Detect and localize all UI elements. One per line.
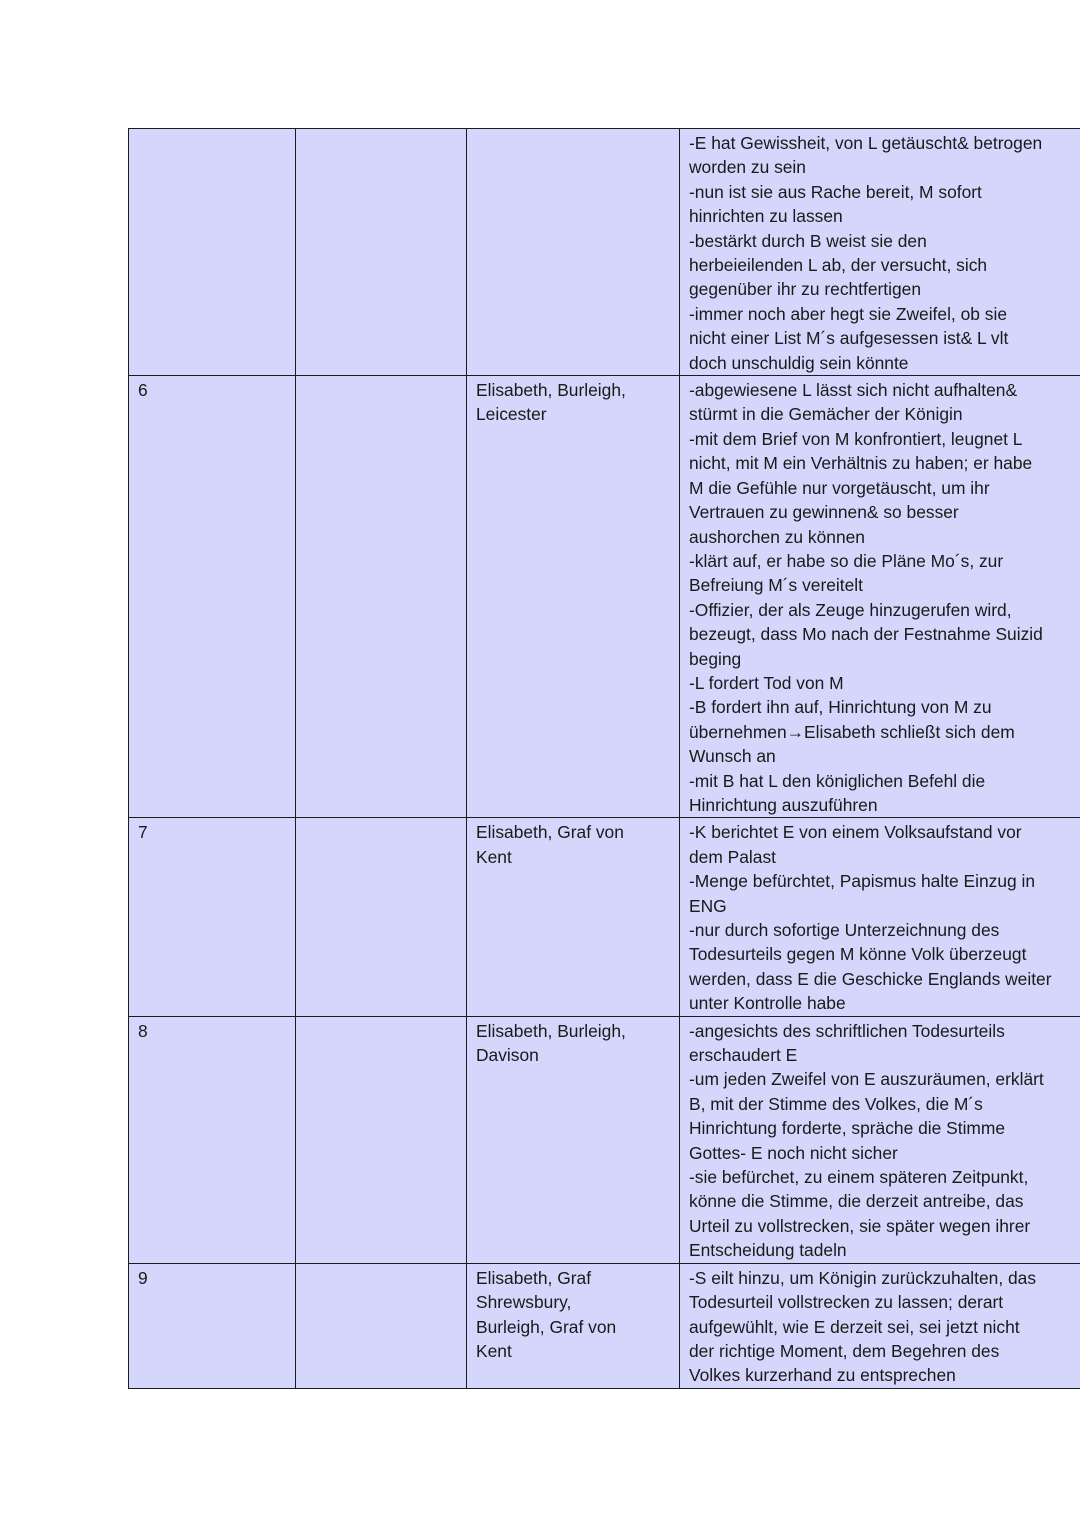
content-line: Volkes kurzerhand zu entsprechen (689, 1365, 956, 1386)
empty-cell (296, 129, 467, 376)
characters-line: Davison (476, 1045, 539, 1066)
content-cell (680, 1263, 1080, 1388)
content-line: gegenüber ihr zu rechtfertigen (689, 279, 922, 300)
content-cell (680, 1016, 1080, 1263)
content-line: -B fordert ihn auf, Hinrichtung von M zu (689, 697, 992, 718)
characters-line: Shrewsbury, (476, 1292, 572, 1313)
content-line: -klärt auf, er habe so die Pläne Mo´s, zur (689, 550, 1004, 571)
content-line: Vertrauen zu gewinnen& so besser (689, 502, 959, 523)
content-line: bezeugt, dass Mo nach der Festnahme Suizid (689, 624, 1043, 645)
content-line: -bestärkt durch B weist sie den (689, 230, 927, 251)
content-line: -mit dem Brief von M konfrontiert, leugnet L (689, 428, 1023, 449)
characters-line: Elisabeth, Graf von (476, 822, 624, 843)
scene-number-cell (129, 1263, 296, 1388)
content-line: nicht einer List M´s aufgesessen ist& L vlt (689, 328, 1009, 349)
content-line: Hinrichtung auszuführen (689, 794, 878, 815)
content-line: Todesurteil vollstrecken zu lassen; derart (689, 1292, 1004, 1313)
table-row (129, 1016, 1080, 1263)
table-row (129, 1263, 1080, 1388)
content-line: herbeieilenden L ab, der versucht, sich (689, 255, 988, 276)
characters-line: Elisabeth, Burleigh, (476, 380, 626, 401)
content-line: -K berichtet E von einem Volksaufstand vor (689, 822, 1022, 843)
content-line: Befreiung M´s vereitelt (689, 575, 863, 596)
content-line: worden zu sein (689, 157, 806, 178)
content-line: -nun ist sie aus Rache bereit, M sofort (689, 181, 982, 202)
scene-number-cell (129, 376, 296, 818)
content-line: -S eilt hinzu, um Königin zurückzuhalten, das (689, 1267, 1037, 1288)
characters-line: Burleigh, Graf von (476, 1316, 617, 1337)
table-row (129, 376, 1080, 818)
content-line: -abgewiesene L lässt sich nicht aufhalten& (689, 380, 1018, 401)
content-line: stürmt in die Gemächer der Königin (689, 404, 963, 425)
content-line: der richtige Moment, dem Begehren des (689, 1340, 1000, 1361)
characters-cell (467, 376, 680, 818)
scene-number-cell (129, 818, 296, 1016)
characters-cell (467, 1263, 680, 1388)
characters-line: Elisabeth, Graf (476, 1267, 592, 1288)
content-line: Urteil zu vollstrecken, sie später wegen ihrer (689, 1215, 1031, 1236)
content-line: -Menge befürchtet, Papismus halte Einzug in (689, 871, 1036, 892)
content-line: -angesichts des schriftlichen Todesurteils (689, 1020, 1005, 1041)
table-row (129, 818, 1080, 1016)
content-line: Wunsch an (689, 746, 776, 767)
content-line: hinrichten zu lassen (689, 206, 843, 227)
content-line: -L fordert Tod von M (689, 672, 844, 693)
scene-number: 6 (138, 380, 148, 401)
content-line: werden, dass E die Geschicke Englands weiter (689, 968, 1052, 989)
content-line: unter Kontrolle habe (689, 993, 846, 1014)
empty-cell (296, 1016, 467, 1263)
characters-cell (467, 129, 680, 376)
content-line: Todesurteils gegen M könne Volk überzeugt (689, 944, 1027, 965)
scene-number: 9 (138, 1267, 148, 1288)
content-line: B, mit der Stimme des Volkes, die M´s (689, 1093, 983, 1114)
content-line: -mit B hat L den königlichen Befehl die (689, 770, 986, 791)
content-line: -nur durch sofortige Unterzeichnung des (689, 920, 1000, 940)
content-line: Entscheidung tadeln (689, 1240, 847, 1261)
scene-number-cell (129, 129, 296, 376)
scene-number: 7 (138, 822, 148, 843)
empty-cell (296, 1263, 467, 1388)
characters-cell (467, 1016, 680, 1263)
content-line: dem Palast (689, 846, 776, 867)
content-line: -Offizier, der als Zeuge hinzugerufen wird, (689, 599, 1012, 620)
content-line: aufgewühlt, wie E derzeit sei, sei jetzt nicht (689, 1316, 1020, 1337)
content-line: erschaudert E (689, 1045, 798, 1066)
content-line: aushorchen zu können (689, 526, 865, 547)
characters-line: Elisabeth, Burleigh, (476, 1020, 626, 1041)
content-line: könne die Stimme, die derzeit antreibe, das (689, 1191, 1024, 1212)
content-line: -E hat Gewissheit, von L getäuscht& betrogen (689, 133, 1043, 153)
content-cell (680, 129, 1080, 376)
content-line: beging (689, 648, 742, 669)
content-line: -immer noch aber hegt sie Zweifel, ob sie (689, 303, 1007, 324)
content-cell (680, 376, 1080, 818)
characters-line: Kent (476, 846, 512, 867)
scene-number-cell (129, 1016, 296, 1263)
content-line: ENG (689, 895, 727, 916)
scene-number: 8 (138, 1020, 148, 1041)
content-line: -um jeden Zweifel von E auszuräumen, erklärt (689, 1069, 1044, 1090)
table-row (129, 129, 1080, 376)
content-line: nicht, mit M ein Verhältnis zu haben; er habe (689, 453, 1033, 474)
content-line: Hinrichtung forderte, spräche die Stimme (689, 1118, 1006, 1139)
characters-line: Kent (476, 1340, 512, 1361)
content-line: M die Gefühle nur vorgetäuscht, um ihr (689, 477, 990, 498)
content-line: Gottes- E noch nicht sicher (689, 1142, 898, 1163)
scene-summary-table (128, 128, 1080, 1389)
empty-cell (296, 818, 467, 1016)
characters-line: Leicester (476, 404, 547, 425)
characters-cell (467, 818, 680, 1016)
content-line: übernehmen→Elisabeth schließt sich dem (689, 721, 1015, 742)
content-line: -sie befürchet, zu einem späteren Zeitpunkt, (689, 1167, 1029, 1188)
content-cell (680, 818, 1080, 1016)
content-line: doch unschuldig sein könnte (689, 352, 909, 373)
empty-cell (296, 376, 467, 818)
